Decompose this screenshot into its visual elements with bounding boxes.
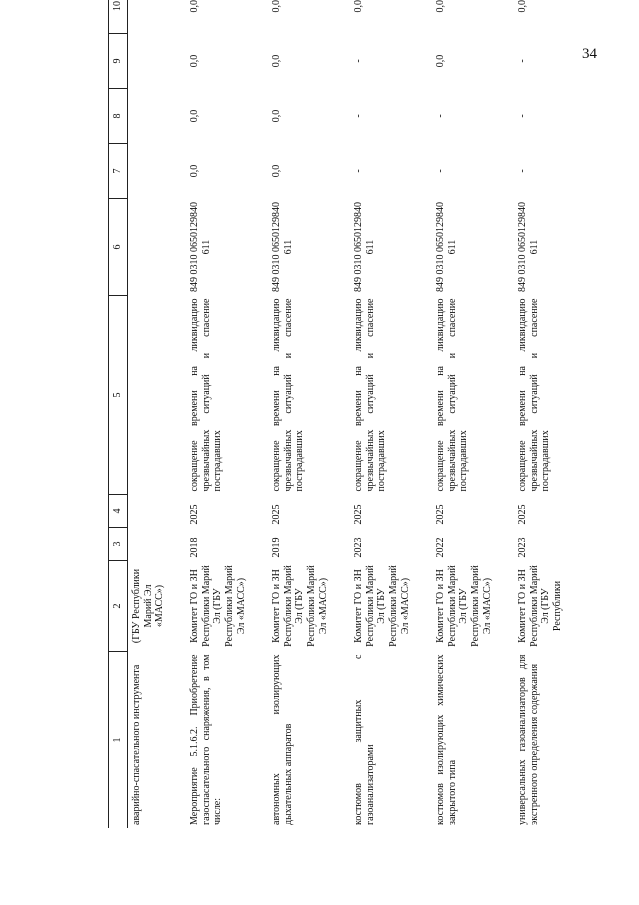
cell-value-9: 0,0 bbox=[188, 54, 200, 68]
cell-end-year: 2025 bbox=[352, 504, 364, 525]
col-header-1: 1 bbox=[109, 652, 128, 829]
col-header-6: 6 bbox=[109, 199, 128, 296]
cell-budget-code: 849 0310 0650129840 611 bbox=[352, 202, 376, 292]
cell-budget-code bbox=[127, 199, 186, 296]
col-header-3: 3 bbox=[109, 528, 128, 561]
cell-budget-code: 849 0310 0650129840 611 bbox=[270, 202, 294, 292]
cell-value-7: 0,0 bbox=[188, 164, 200, 178]
cell-value-8: - bbox=[352, 114, 364, 118]
cell-start-year: 2022 bbox=[434, 537, 446, 558]
cell-value-8 bbox=[127, 89, 186, 144]
cell-executor: (ГБУ Республики Марий Эл «МАСС») bbox=[130, 568, 166, 644]
cell-executor: Комитет ГО и ЗН Республики Марий Эл (ГБУ Республики Марий Эл «МАСС») bbox=[352, 565, 411, 647]
table-row bbox=[186, 0, 268, 828]
cell-name: автономных изолирующих дыхательных аппаратов bbox=[270, 654, 294, 825]
table-row bbox=[268, 0, 350, 828]
cell-executor: Комитет ГО и ЗН Республики Марий Эл (ГБУ Республики Марий Эл «МАСС») bbox=[188, 565, 247, 647]
cell-value-9 bbox=[127, 34, 186, 89]
cell-budget-code: 849 0310 0650129840 611 bbox=[516, 202, 540, 292]
cell-value-9: - bbox=[516, 59, 528, 63]
cell-executor: Комитет ГО и ЗН Республики Марий Эл (ГБУ Республики Марий Эл «МАСС») bbox=[434, 565, 493, 647]
cell-result: сокращение времени на ликвидацию чрезвычайных ситуаций и спасение пострадавших bbox=[188, 298, 224, 492]
cell-budget-code: 849 0310 0650129840 611 bbox=[434, 202, 458, 292]
cell-result: сокращение времени на ликвидацию чрезвычайных ситуаций и спасение пострадавших bbox=[434, 298, 470, 492]
page-number: 34 bbox=[582, 46, 597, 62]
cell-start-year: 2023 bbox=[516, 537, 528, 558]
cell-start-year: 2019 bbox=[270, 537, 282, 558]
cell-end-year bbox=[127, 495, 186, 528]
cell-value-10: 0,0 bbox=[352, 0, 364, 13]
cell-value-10: 0,0 bbox=[188, 0, 200, 13]
col-header-5: 5 bbox=[109, 296, 128, 495]
cell-budget-code: 849 0310 0650129840 611 bbox=[188, 202, 212, 292]
cell-result: сокращение времени на ликвидацию чрезвычайных ситуаций и спасение пострадавших bbox=[270, 298, 306, 492]
cell-value-8: 0,0 bbox=[270, 109, 282, 123]
table-row bbox=[432, 0, 514, 828]
col-header-8: 8 bbox=[109, 89, 128, 144]
cell-start-year: 2023 bbox=[352, 537, 364, 558]
cell-value-7: - bbox=[352, 169, 364, 173]
cell-value-10: 0,0 bbox=[270, 0, 282, 13]
col-header-7: 7 bbox=[109, 144, 128, 199]
col-header-4: 4 bbox=[109, 495, 128, 528]
cell-executor: Комитет ГО и ЗН Республики Марий Эл (ГБУ Республики bbox=[516, 565, 564, 647]
cell-result bbox=[127, 296, 186, 495]
cell-end-year: 2025 bbox=[516, 504, 528, 525]
program-table bbox=[108, 0, 596, 828]
cell-name: универсальных газоанализаторов для экстренного определения содержания bbox=[516, 654, 540, 825]
cell-value-7 bbox=[127, 144, 186, 199]
cell-name: Мероприятие 5.1.6.2. Приобретение газоспасательного снаряжения, в том числе: bbox=[188, 654, 224, 825]
cell-name: костюмов изолирующих химических закрытого типа bbox=[434, 654, 458, 825]
cell-executor: Комитет ГО и ЗН Республики Марий Эл (ГБУ Республики Марий Эл «МАСС») bbox=[270, 565, 329, 647]
cell-value-9: - bbox=[352, 59, 364, 63]
col-header-10: 10 bbox=[109, 0, 128, 34]
cell-end-year: 2025 bbox=[270, 504, 282, 525]
cell-value-10: 0,0 bbox=[516, 0, 528, 13]
cell-name: аварийно-спасательного инструмента bbox=[130, 664, 142, 825]
cell-value-7: - bbox=[434, 169, 446, 173]
header-row bbox=[109, 0, 128, 828]
cell-name: костюмов защитных с газоанализаторами bbox=[352, 654, 376, 825]
cell-value-10: 0,0 bbox=[434, 0, 446, 13]
table-row bbox=[514, 0, 596, 828]
cell-value-9: 0,0 bbox=[434, 54, 446, 68]
cell-value-7: - bbox=[516, 169, 528, 173]
rotated-table-container bbox=[108, 0, 564, 828]
cell-value-8: - bbox=[434, 114, 446, 118]
cell-start-year bbox=[127, 528, 186, 561]
cell-value-7: 0,0 bbox=[270, 164, 282, 178]
cell-start-year: 2018 bbox=[188, 537, 200, 558]
cell-result: сокращение времени на ликвидацию чрезвычайных ситуаций и спасение пострадавших bbox=[352, 298, 388, 492]
cell-value-8: - bbox=[516, 114, 528, 118]
cell-value-9: 0,0 bbox=[270, 54, 282, 68]
table-row bbox=[127, 0, 186, 828]
cell-value-8: 0,0 bbox=[188, 109, 200, 123]
table-row bbox=[350, 0, 432, 828]
col-header-2: 2 bbox=[109, 561, 128, 652]
col-header-9: 9 bbox=[109, 34, 128, 89]
cell-end-year: 2025 bbox=[434, 504, 446, 525]
cell-end-year: 2025 bbox=[188, 504, 200, 525]
cell-value-10 bbox=[127, 0, 186, 34]
cell-result: сокращение времени на ликвидацию чрезвычайных ситуаций и спасение пострадавших bbox=[516, 298, 552, 492]
